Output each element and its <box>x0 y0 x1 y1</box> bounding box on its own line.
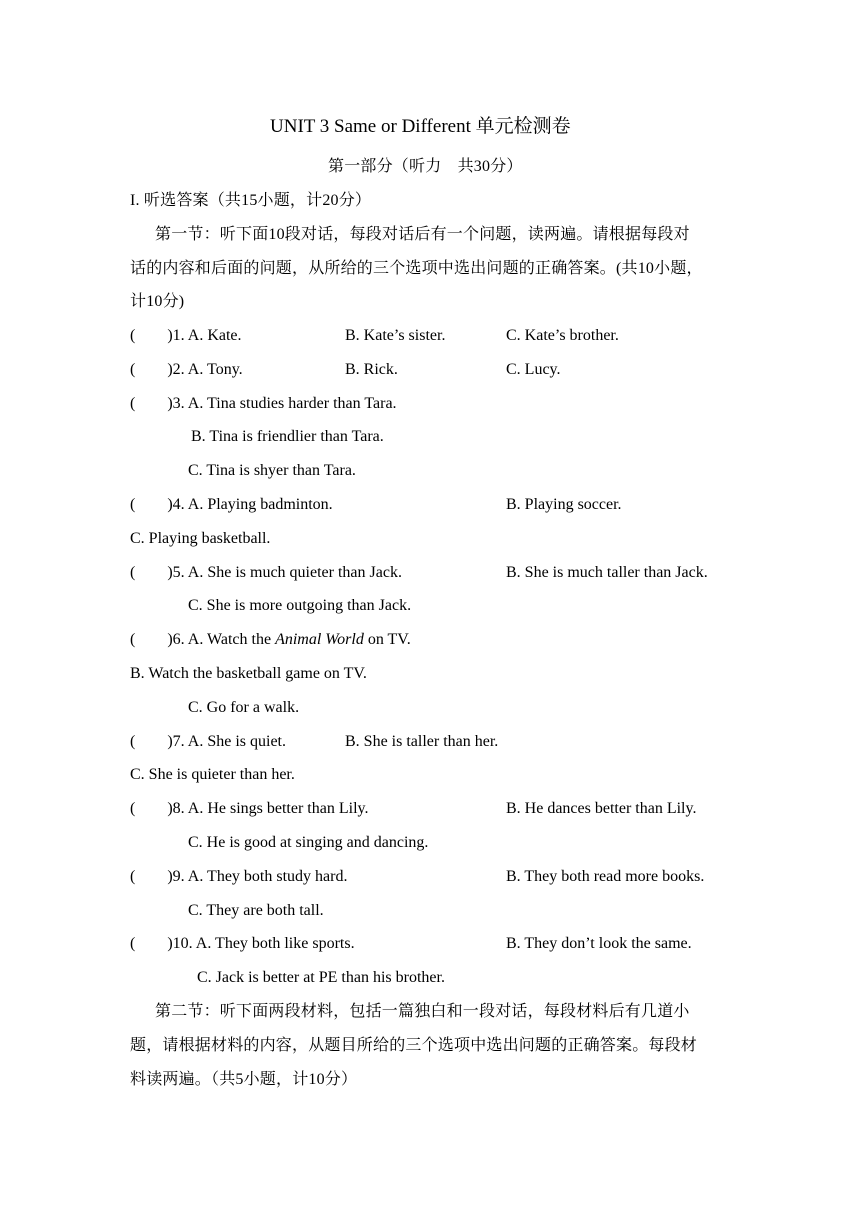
question-9-option-c: C. They are both tall. <box>188 902 324 919</box>
section1-instructions-line1: 第一节：听下面10段对话，每段对话后有一个问题，读两遍。请根据每段对 <box>155 226 690 243</box>
section1-instructions-line2: 话的内容和后面的问题，从所给的三个选项中选出问题的正确答案。(共10小题， <box>130 260 703 277</box>
question-6-stem-suffix: on TV. <box>363 631 411 648</box>
question-5-option-c: C. She is more outgoing than Jack. <box>188 597 412 614</box>
question-9-option-b: B. They both read more books. <box>506 868 705 885</box>
question-4-option-c: C. Playing basketball. <box>130 530 271 547</box>
section1-instructions-line3: 计10分) <box>130 293 185 310</box>
question-6-stem <box>130 630 411 650</box>
question-7-stem: ( )7. A. She is quiet. <box>130 733 286 750</box>
question-9-stem: ( )9. A. They both study hard. <box>130 868 348 885</box>
question-3-option-c: C. Tina is shyer than Tara. <box>188 462 356 479</box>
question-8-option-c: C. He is good at singing and dancing. <box>188 834 429 851</box>
part-heading: 第一部分（听力 共30分） <box>328 158 523 175</box>
section2-instructions-line2: 题，请根据材料的内容，从题目所给的三个选项中选出问题的正确答案。每段材 <box>130 1037 698 1054</box>
question-1-option-b: B. Kate’s sister. <box>345 327 446 344</box>
question-8-stem: ( )8. A. He sings better than Lily. <box>130 800 369 817</box>
question-2-option-c: C. Lucy. <box>506 361 561 378</box>
section2-instructions-line3: 料读两遍。（共5小题，计10分） <box>130 1071 358 1088</box>
question-10-stem: ( )10. A. They both like sports. <box>130 935 355 952</box>
question-4-stem: ( )4. A. Playing badminton. <box>130 496 333 513</box>
question-8-option-b: B. He dances better than Lily. <box>506 800 697 817</box>
question-1-stem: ( )1. A. Kate. <box>130 327 242 344</box>
question-2-option-b: B. Rick. <box>345 361 398 378</box>
question-7-option-c: C. She is quieter than her. <box>130 766 295 783</box>
question-1-option-c: C. Kate’s brother. <box>506 327 619 344</box>
question-6-option-c: C. Go for a walk. <box>188 699 300 716</box>
question-3-option-b: B. Tina is friendlier than Tara. <box>191 428 384 445</box>
question-7-option-b: B. She is taller than her. <box>345 733 499 750</box>
question-6-stem-italic: Animal World <box>275 631 364 648</box>
section-heading: I. 听选答案（共15小题，计20分） <box>130 192 372 209</box>
question-5-option-b: B. She is much taller than Jack. <box>506 564 708 581</box>
question-2-stem: ( )2. A. Tony. <box>130 361 243 378</box>
question-10-option-b: B. They don’t look the same. <box>506 935 692 952</box>
document-title: UNIT 3 Same or Different 单元检测卷 <box>270 116 571 137</box>
question-4-option-b: B. Playing soccer. <box>506 496 622 513</box>
question-6-stem-prefix: ( )6. A. Watch the <box>130 631 276 648</box>
question-10-option-c: C. Jack is better at PE than his brother. <box>197 969 445 986</box>
question-3-stem: ( )3. A. Tina studies harder than Tara. <box>130 395 397 412</box>
question-6-option-b: B. Watch the basketball game on TV. <box>130 665 367 682</box>
section2-instructions-line1: 第二节：听下面两段材料，包括一篇独白和一段对话，每段材料后有几道小 <box>155 1003 690 1020</box>
question-5-stem: ( )5. A. She is much quieter than Jack. <box>130 564 402 581</box>
